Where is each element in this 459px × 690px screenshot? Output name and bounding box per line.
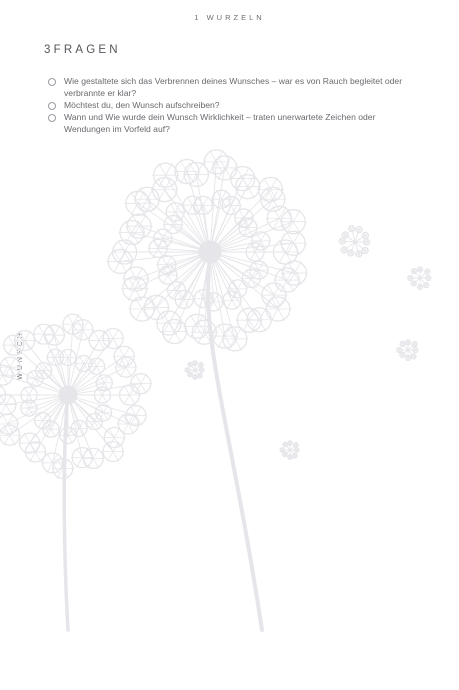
question-list [48, 75, 418, 135]
question-text: Wie gestaltete sich das Verbrennen deines Wunsches – war es von Rauch begleitet oder verbrannte er klar? [64, 76, 403, 98]
radio-circle-icon[interactable] [48, 114, 56, 122]
question-item [48, 111, 418, 135]
question-item [48, 75, 418, 99]
section-title: 3FRAGEN [44, 44, 121, 56]
radio-circle-icon[interactable] [48, 78, 56, 86]
question-text: Wann und Wie wurde dein Wunsch Wirklichkeit – traten unerwartete Zeichen oder Wendungen im Vorfeld auf? [64, 112, 376, 134]
radio-circle-icon[interactable] [48, 102, 56, 110]
dandelion-icon [0, 140, 459, 640]
question-item [48, 99, 418, 111]
side-label: WUNSCH [16, 330, 24, 380]
chapter-header: 1 WURZELN [194, 13, 265, 22]
question-text: Möchtest du, den Wunsch aufschreiben? [64, 100, 220, 110]
